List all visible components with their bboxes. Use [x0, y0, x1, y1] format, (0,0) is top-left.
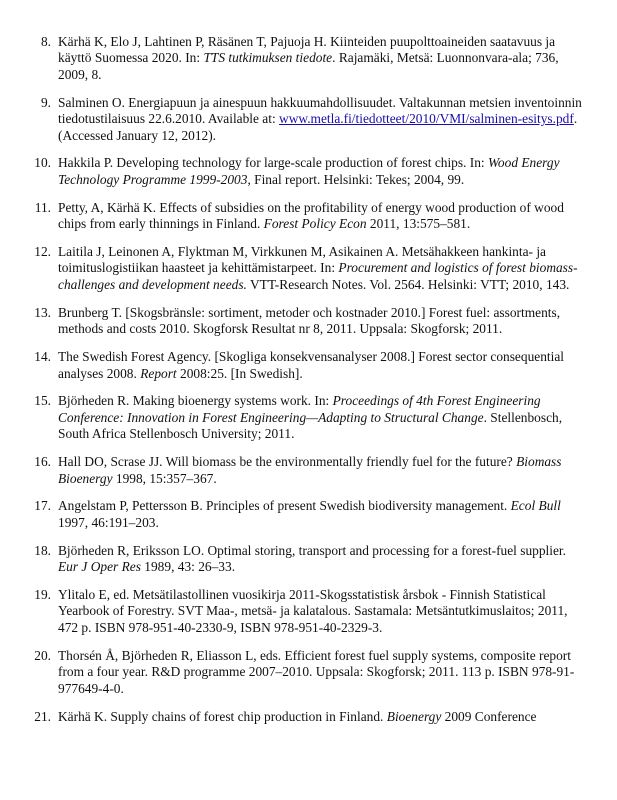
reference-text-part: Hakkila P. Developing technology for large-scale production of forest chips. In: [58, 155, 488, 171]
reference-text-part: 1997, 46:191–203. [58, 514, 159, 530]
reference-text [58, 587, 568, 635]
reference-list [0, 34, 617, 736]
reference-item [0, 543, 617, 576]
reference-source-title: Forest Policy Econ [263, 216, 367, 232]
reference-item [0, 244, 617, 293]
reference-text-part: Angelstam P, Pettersson B. Principles of present Swedish biodiversity management. [58, 498, 511, 514]
reference-text [58, 393, 562, 441]
reference-text [58, 200, 564, 231]
reference-text-part: Björheden R, Eriksson LO. Optimal storing, transport and processing for a forest-fuel supplier. [58, 542, 567, 558]
reference-number: 17. [34, 498, 51, 514]
reference-source-title: Wood Energy Technology Programme 1999-2003 [58, 155, 560, 187]
reference-source-title: Eur J Oper Res [58, 559, 141, 575]
reference-item [0, 200, 617, 233]
reference-source-title: Ecol Bull [510, 498, 561, 514]
reference-text-part: Björheden R. Making bioenergy systems work. In: [58, 393, 333, 409]
reference-number: 21. [34, 708, 51, 724]
reference-text-part: 2011, 13:575–581. [366, 216, 471, 232]
reference-text-part: Brunberg T. [Skogsbränsle: sortiment, metoder och kostnader 2010.] Forest fuel: assortments, methods and costs 2010. Skogforsk Resultat nr 8, 2011. Uppsala: Skogforsk; 2011. [58, 304, 561, 337]
reference-text-part: The Swedish Forest Agency. [Skogliga konsekvensanalyser 2008.] Forest sector consequential analyses 2008. [58, 349, 565, 381]
reference-text-part: Laitila J, Leinonen A, Flyktman M, Virkkunen M, Asikainen A. Metsähakkeen hankinta- ja toimituslogistiikan haasteet ja kehittämistarpeet. In: [58, 244, 546, 276]
reference-text-part: Kärhä K, Elo J, Lahtinen P, Räsänen T, Pajuoja H. Kiinteiden puupolttoaineiden saatavuus ja käyttö Suomessa 2020. In: [58, 34, 556, 66]
reference-source-title: TTS tutkimuksen tiedote [203, 50, 333, 66]
reference-item [0, 587, 617, 636]
reference-text-part: 1989, 43: 26–33. [140, 559, 236, 575]
reference-number: 19. [34, 587, 51, 603]
reference-source-title: Procurement and logistics of forest biomass- challenges and development needs. [58, 260, 578, 292]
reference-text-part: , Final report. Helsinki: Tekes; 2004, 99. [247, 171, 465, 187]
reference-text [58, 244, 578, 292]
reference-text [58, 349, 564, 380]
reference-source-title: Bioenergy [386, 708, 442, 724]
reference-item [0, 454, 617, 487]
reference-number: 13. [34, 304, 51, 320]
reference-text-part: 2009 Conference [441, 708, 537, 724]
reference-link[interactable]: www.metla.fi/tiedotteet/2010/VMI/salminen-esitys.pdf [279, 111, 574, 127]
reference-text [58, 34, 559, 82]
reference-text-part: . Rajamäki, Metsä: Luonnonvara-ala; 736, 2009, 8. [58, 50, 559, 82]
reference-item [0, 305, 617, 338]
reference-text [58, 543, 566, 574]
reference-source-title: Biomass Bioenergy [58, 454, 562, 486]
reference-text [58, 498, 561, 529]
reference-number: 11. [34, 199, 51, 215]
reference-number: 9. [40, 94, 51, 110]
reference-number: 16. [34, 454, 51, 470]
reference-text-part: . (Accessed January 12, 2012). [58, 111, 578, 143]
reference-item [0, 709, 617, 725]
reference-item [0, 498, 617, 531]
reference-number: 12. [34, 244, 51, 260]
reference-item [0, 155, 617, 188]
reference-item [0, 349, 617, 382]
reference-text [58, 155, 560, 186]
reference-text-part: Salminen O. Energiapuun ja ainespuun hakkuumahdollisuudet. Valtakunnan metsien inventoinnin tiedotustilaisuus 22.6.2010. Available at: [58, 94, 582, 127]
reference-item [0, 648, 617, 697]
reference-text [58, 305, 560, 336]
reference-text-part: 1998, 15:357–367. [112, 470, 217, 486]
reference-text [58, 95, 582, 143]
reference-text-part: Kärhä K. Supply chains of forest chip production in Finland. [58, 708, 387, 724]
reference-source-title: Proceedings of 4th Forest Engineering Conference: Innovation in Forest Engineering—Adapting to Structural Change [58, 393, 541, 425]
reference-number: 14. [34, 349, 51, 365]
reference-text-part: VTT-Research Notes. Vol. 2564. Helsinki: VTT; 2010, 143. [246, 276, 570, 292]
reference-number: 20. [34, 647, 51, 663]
reference-text [58, 454, 561, 485]
reference-text-part: Ylitalo E, ed. Metsätilastollinen vuosikirja 2011-Skogsstatistisk årsbok - Finnish Statistical Yearbook of Forestry. SVT Maa-, metsä- ja kalatalous. Sastamala: Metsäntutkimuslaitos; 2011, 472 p. ISBN 978-951-40-2330-9, ISBN 978-951-40-2329-3. [58, 587, 568, 635]
reference-item [0, 34, 617, 83]
reference-source-title: Report [140, 365, 177, 381]
reference-number: 15. [34, 393, 51, 409]
reference-text-part: . Stellenbosch, South Africa Stellenbosch University; 2011. [58, 409, 563, 442]
reference-number: 10. [34, 155, 51, 171]
reference-item [0, 393, 617, 442]
reference-text-part: 2008:25. [In Swedish]. [176, 365, 303, 381]
reference-text-part: Thorsén Å, Björheden R, Eliasson L, eds. Efficient forest fuel supply systems, composite report from a four year. R&D programme 2007–2010. Uppsala: Skogforsk; 2011. 113 p. ISBN 978-91-977649-4-0. [58, 647, 575, 696]
reference-number: 8. [40, 34, 51, 49]
reference-number: 18. [34, 542, 51, 558]
reference-item [0, 95, 617, 144]
reference-text-part: Hall DO, Scrase JJ. Will biomass be the environmentally friendly fuel for the future? [58, 454, 517, 470]
reference-text-part: Petty, A, Kärhä K. Effects of subsidies on the profitability of energy wood production of wood chips from early thinnings in Finland. [58, 199, 564, 232]
reference-text [58, 648, 574, 696]
reference-text [58, 709, 536, 724]
